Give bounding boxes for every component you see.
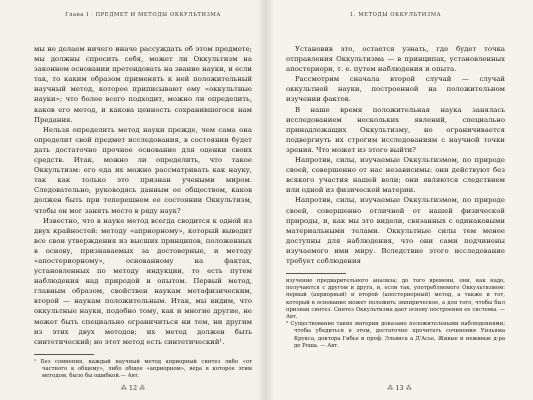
folio-number: 13 xyxy=(395,384,404,392)
running-head-right: 1. МЕТОДЫ ОККУЛЬТИЗМА xyxy=(349,12,442,18)
paragraph: мы не делаем ничего иначе рассуждать об этом предмете; мы должны спросить себя, может ли Оккультизм на законном основании претендовать на звание науки, и если так, то каким образом применять к ней положительный научный метод, которое приписывают ему «оккультные науки»; что более всего подходит, можно ли определить, каков его метод, и какова ценность сохранившегося нам Предания. xyxy=(34,45,252,124)
right-page xyxy=(266,0,533,400)
page-number-right xyxy=(266,384,533,392)
right-footnotes xyxy=(286,278,505,350)
left-page-body xyxy=(34,44,252,347)
paragraph: Нельзя определить метод науки прежде, чем сама она определит свой предмет исследования, в состоянии будет дать достаточно прочное основание для оценки своих средств. Итак, можно ли определить, что такое Оккультизм: его еда их можно рассматривать как науку, так как только это признан учеными миром. Следовательно, руководясь данным ее обществом, каков должен быть при теперешнем ее состоянии Оккультизм, чтобы он мог занять место в ряду наук? xyxy=(34,125,252,215)
paragraph: Известно, что в науке метод всегда сводится к одной из двух крайностей: методу «априорному», который выводит все свои утверждения из высших принципов, положенных в основу, признаваемых за достоверные, и методу «апостериорному», основанному на фактах, установленных по методу индукции, то есть путем наблюдения над природой и опытом. Первый метод, главным образом, свойствен наукам метафизическим, второй — наукам положительным. Итак, мы видим, что оккультные науки, подобно тому, как и многие другие, не может быть специально ограничиться ни тем, ни другим из этих двух методов; их метод должен быть синтетический; но этот метод есть синтетический¹. xyxy=(34,216,252,346)
right-page-body xyxy=(286,44,505,266)
left-footnotes xyxy=(34,359,252,381)
footnote-rule xyxy=(34,354,94,355)
paragraph: Рассмотрим сначала второй случай — случай оккультной науки, построенной на положительном изучении фактов. xyxy=(286,75,505,104)
book-gutter-shadow xyxy=(258,0,274,400)
folio-ornament-right-icon: ⁂ xyxy=(405,385,412,392)
folio-ornament-left-icon: ⁂ xyxy=(387,385,394,392)
left-page xyxy=(0,0,266,400)
paragraph: Напротив, силы, изучаемые Оккультизмом, по природе своей, совершенно от нас независимы: они действуют без всякого участия нашей воли; они являются следствием или одной из физической материи. xyxy=(286,156,505,195)
footnote: ² Существование таких материи доказано положительными наблюдениями; чтобы убедиться в этом, достаточно прочитать сочинения Уильяма Крукса, доктора Гибье и проф. Эльвиса а Д'Асье, Живые и неживые д-ра де Роша. — Авт. xyxy=(286,321,505,349)
folio-ornament-left-icon: ⁂ xyxy=(120,385,127,392)
folio-ornament-right-icon: ⁂ xyxy=(139,385,146,392)
folio-number: 12 xyxy=(128,384,138,392)
page-number-left xyxy=(0,384,266,392)
paragraph: Установив это, остается узнать, где будет точка отправления Оккультизма — в принципах, установленных апостериори, т. е. путем наблюдения и опыта. xyxy=(286,45,505,74)
running-head-left: Глава I · ПРЕДМЕТ И МЕТОДЫ ОККУЛЬТИЗМА xyxy=(65,12,221,18)
footnote: ¹ Без сомнения, каждый научный метод априорный синтез либо «от частного к общему», либо общее «априорном», вера в которое этим методом, было бы ошибкой.— Авт. xyxy=(34,358,252,380)
paragraph: В наше время положительная наука занялась исследованием нескольких явлений, специально принадлежащих Оккультизму, но ограничивается подвергнуть их строгим исследованиям с научной точки зрения. Что может из этого выйти? xyxy=(286,105,505,154)
footnote: изучение предварительного анализа; до того времени, они, как надо, получаются с другом и друга, и, если так, употребляемого Оккультизмом: первый (априорный) и второй (апостериорный) метод, а также и тот, который в основание может положить эмпирическое, а для того, чтобы был признан синтез. Синтез Оккультизма дает основу построения ее системы. — Авт. xyxy=(286,278,505,321)
footnote-rule xyxy=(286,273,346,274)
paragraph: Напротив, силы, изучаемые Оккультизмом, по природе своей, совершенно отличной от нашей физической природы, и, как мы это видели, связанных с одинаковыми материальными телами. Оккультные силы тем менее доступны для наблюдения, что они сами подчинены изучаемого ими миру. Вследствие этого исследование требует соблюдения xyxy=(286,196,505,265)
